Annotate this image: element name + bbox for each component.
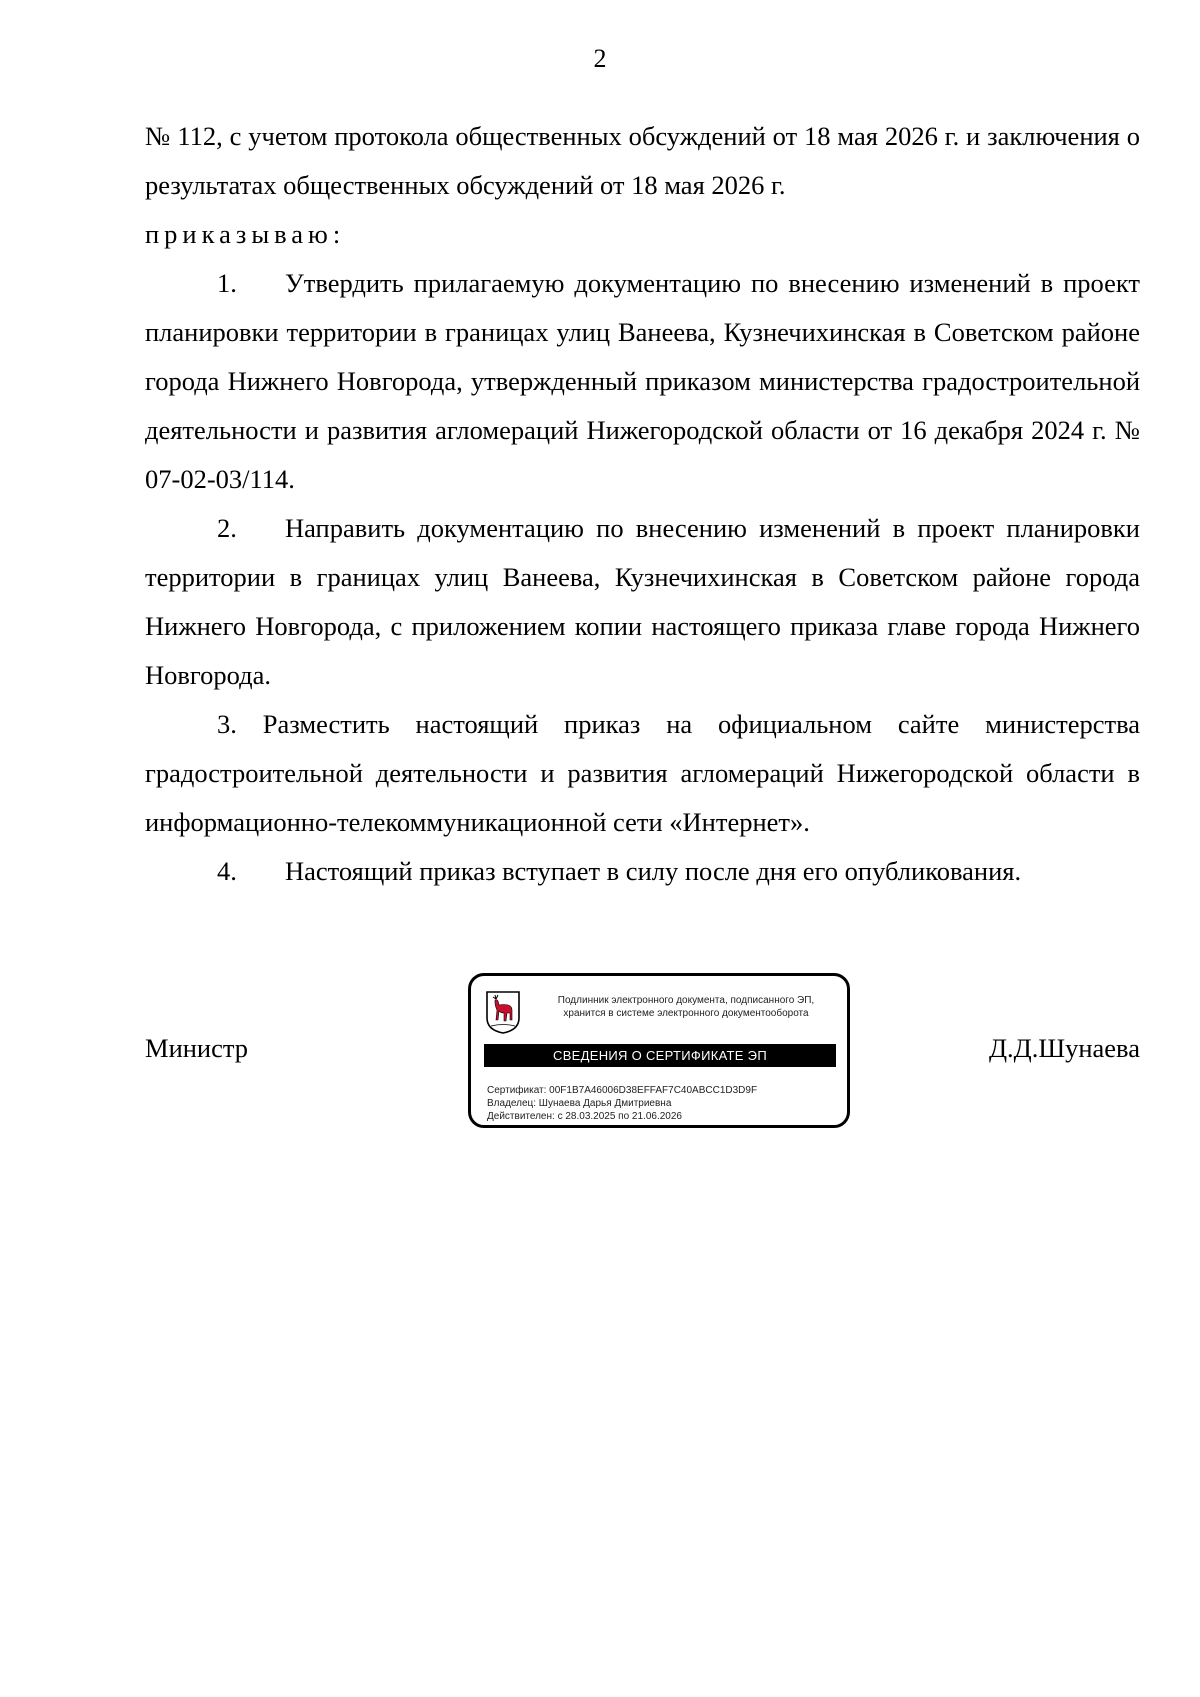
- order-item-3: [145, 700, 1140, 847]
- item-number: 4.: [217, 856, 237, 886]
- item-number: 3.: [217, 709, 237, 739]
- order-item-2: [145, 504, 1140, 700]
- order-item-4: [145, 847, 1140, 896]
- electronic-signature-stamp: [468, 973, 850, 1128]
- order-item-1: [145, 259, 1140, 504]
- certificate-owner: Владелец: Шунаева Дарья Дмитриевна: [487, 1098, 672, 1109]
- item-text: Настоящий приказ вступает в силу после дня его опубликования.: [285, 856, 1022, 886]
- nizhny-novgorod-deer-emblem-icon: [485, 990, 521, 1034]
- stamp-band-title: СВЕДЕНИЯ О СЕРТИФИКАТЕ ЭП: [484, 1044, 836, 1067]
- order-word: приказываю:: [145, 219, 346, 249]
- stamp-header: [531, 994, 841, 1020]
- item-number: 2.: [217, 513, 237, 543]
- item-text: Разместить настоящий приказ на официальном сайте министерства градостроительной деятельности и развития агломераций Нижегородской области в информационно-телекоммуникационной сети «Интернет».: [145, 709, 1141, 837]
- intro-paragraph: № 112, с учетом протокола общественных обсуждений от 18 мая 2026 г. и заключения о результатах общественных обсуждений от 18 мая 2026 г.: [145, 121, 1140, 200]
- stamp-header-line: Подлинник электронного документа, подписанного ЭП,: [557, 995, 815, 1006]
- item-text: Направить документацию по внесению изменений в проект планировки территории в границах улиц Ванеева, Кузнечихинская в Советском районе города Нижнего Новгорода, с приложением копии настоящего приказа главе города Нижнего Новгорода.: [145, 513, 1140, 690]
- document-body: [145, 112, 1140, 896]
- certificate-validity: Действителен: с 28.03.2025 по 21.06.2026: [487, 1111, 682, 1122]
- stamp-header-line: хранится в системе электронного документооборота: [563, 1008, 809, 1019]
- certificate-number: Сертификат: 00F1B7A46006D38EFFAF7C40ABCC1D3D9F: [487, 1085, 758, 1096]
- signer-name: Д.Д.Шунаева: [988, 1033, 1140, 1063]
- signer-position: Министр: [145, 1033, 249, 1063]
- item-number: 1.: [217, 268, 237, 298]
- page-number: 2: [593, 44, 607, 73]
- item-text: Утвердить прилагаемую документацию по внесению изменений в проект планировки территории в границах улиц Ванеева, Кузнечихинская в Советском районе города Нижнего Новгорода, утвержденный приказом министерства градостроительной деятельности и развития агломераций Нижегородской области от 16 декабря 2024 г. № 07-02-03/114.: [145, 268, 1140, 494]
- stamp-details: [487, 1084, 757, 1123]
